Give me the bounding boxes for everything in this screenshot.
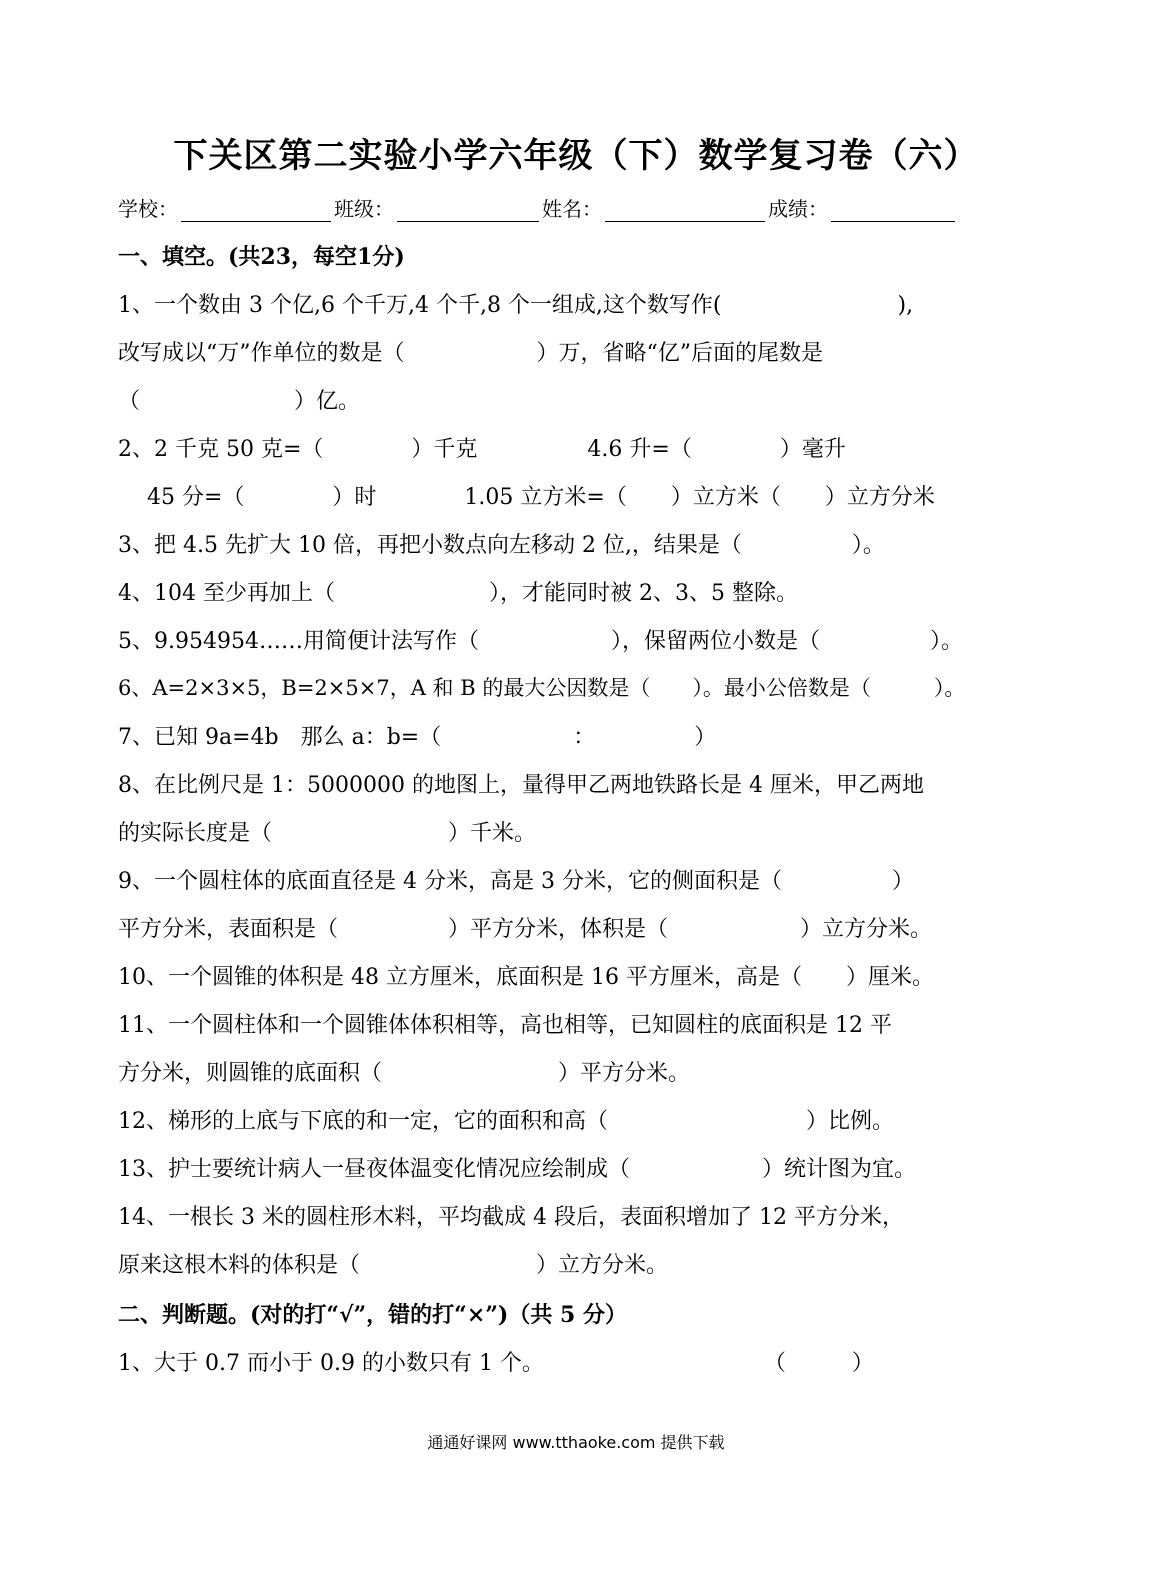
question-line: 8、在比例尺是 1：5000000 的地图上，量得甲乙两地铁路长是 4 厘米，甲乙两地 <box>118 773 924 798</box>
question-line: 11、一个圆柱体和一个圆锥体体积相等，高也相等，已知圆柱的底面积是 12 平 <box>118 1013 892 1038</box>
class-label: 班级： <box>334 197 394 221</box>
question-line: 方分米，则圆锥的底面积（ ）平方分米。 <box>118 1061 691 1086</box>
student-info-row <box>118 190 970 222</box>
question-line: 改写成以“万”作单位的数是（ ）万，省略“亿”后面的尾数是 <box>118 341 823 366</box>
question-line: 4、104 至少再加上（ ），才能同时被 2、3、5 整除。 <box>118 581 798 606</box>
question-line: 14、一根长 3 米的圆柱形木料，平均截成 4 段后，表面积增加了 12 平方分米， <box>118 1205 904 1230</box>
footer-source: 通通好课网 www.tthaoke.com 提供下载 <box>427 1433 725 1452</box>
school-label: 学校： <box>118 197 178 221</box>
question-line: （ ）亿。 <box>118 389 361 414</box>
question-line: 3、把 4.5 先扩大 10 倍，再把小数点向左移动 2 位,，结果是（ ）。 <box>118 533 885 558</box>
name-field[interactable] <box>605 199 765 222</box>
question-line: 9、一个圆柱体的底面直径是 4 分米，高是 3 分米，它的侧面积是（ ） <box>118 869 914 894</box>
score-label: 成绩： <box>768 197 828 221</box>
question-line: 5、9.954954……用简便计法写作（ ），保留两位小数是（ ）。 <box>118 629 963 654</box>
name-label: 姓名： <box>542 197 602 221</box>
question-line: 7、已知 9a=4b 那么 a：b=（ ： ） <box>118 725 717 750</box>
question-line: 1、一个数由 3 个亿,6 个千万,4 个千,8 个一组成,这个数写作( ), <box>118 293 914 318</box>
question-line: 1、大于 0.7 而小于 0.9 的小数只有 1 个。 （ ） <box>118 1351 874 1376</box>
question-line: 45 分=（ ）时 1.05 立方米=（ ）立方米（ ）立方分米 <box>118 485 935 510</box>
school-field[interactable] <box>181 199 331 222</box>
question-line: 原来这根木料的体积是（ ）立方分米。 <box>118 1253 669 1278</box>
question-line: 的实际长度是（ ）千米。 <box>118 821 537 846</box>
question-line: 2、2 千克 50 克=（ ）千克 4.6 升=（ ）毫升 <box>118 437 846 462</box>
score-field[interactable] <box>831 199 955 222</box>
question-line: 13、护士要统计病人一昼夜体温变化情况应绘制成（ ）统计图为宜。 <box>118 1157 916 1182</box>
page-title: 下关区第二实验小学六年级（下）数学复习卷（六） <box>173 136 979 176</box>
question-line: 12、梯形的上底与下底的和一定，它的面积和高（ ）比例。 <box>118 1109 894 1134</box>
section-heading-true-false: 二、判断题。(对的打“√”，错的打“×”)（共 5 分） <box>118 1302 627 1328</box>
class-field[interactable] <box>397 199 539 222</box>
section-heading-fill-blank: 一、填空。(共23，每空1分) <box>118 244 405 270</box>
question-line: 6、A=2×3×5，B=2×5×7，A 和 B 的最大公因数是（ ）。最小公倍数是（ ）。 <box>118 676 966 700</box>
question-line: 10、一个圆锥的体积是 48 立方厘米，底面积是 16 平方厘米，高是（ ）厘米。 <box>118 965 934 990</box>
question-line: 平方分米，表面积是（ ）平方分米，体积是（ ）立方分米。 <box>118 917 933 942</box>
